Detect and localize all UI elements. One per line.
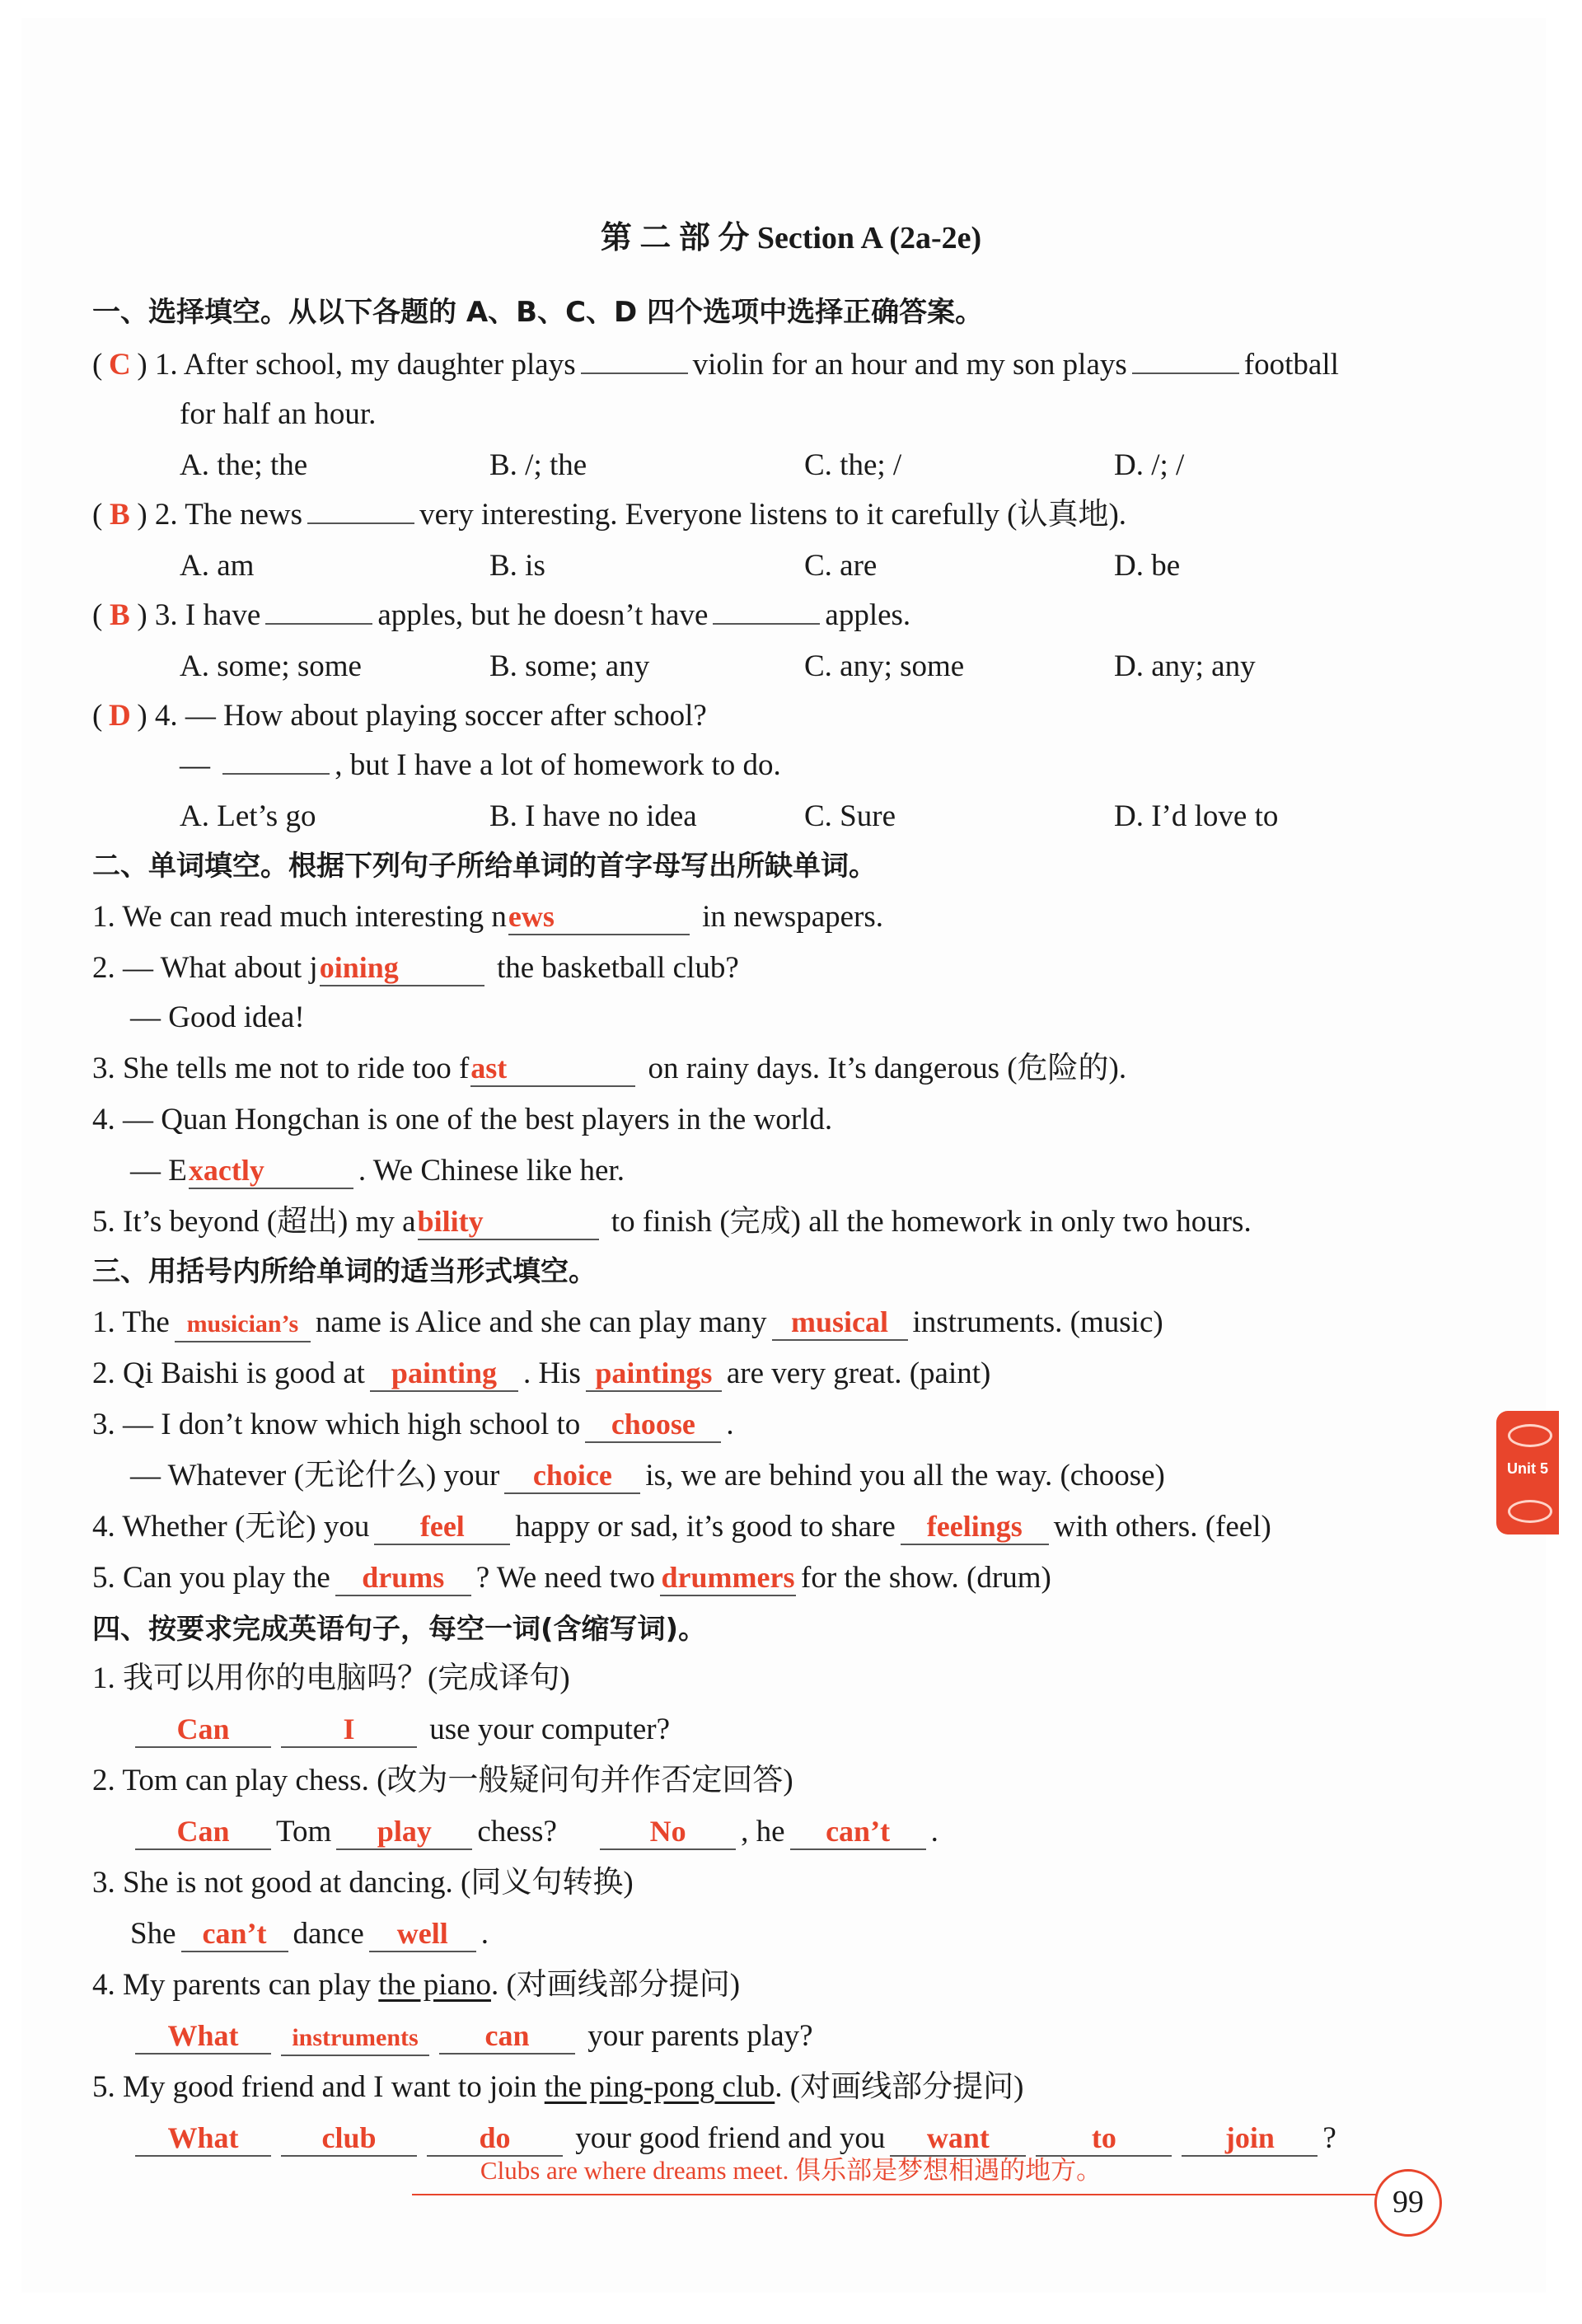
question-1-3: ( B ) 3. I have apples, but he doesn’t have apples. (92, 593, 910, 638)
question-4-4-prompt: 4. My parents can play the piano. (对画线部分提问) (92, 1968, 741, 2002)
question-4-2-answer: Can Tom play chess? No , he can’t . (130, 1810, 938, 1854)
answer-4-5c: do (479, 2121, 511, 2154)
blank (1182, 2121, 1318, 2157)
option-a: A. am (180, 549, 255, 583)
answer-3-3b: choice (532, 1459, 612, 1492)
question-2-2: 2. — What about joining the basketball club? (92, 951, 739, 985)
blank (135, 2121, 271, 2157)
question-1-4-reply: — , but I have a lot of homework to do. (180, 748, 781, 782)
blank (585, 1408, 721, 1443)
question-4-1-answer: Can I use your computer? (130, 1708, 670, 1752)
unit-tab (1496, 1411, 1559, 1534)
answer-2-1: ews (508, 900, 555, 933)
answer-1-1: C (108, 348, 131, 382)
option-c: C. are (804, 549, 878, 583)
blank (369, 1917, 476, 1952)
blank (504, 1459, 640, 1494)
answer-4-4b: instruments (292, 2024, 419, 2051)
answer-3-1b: musical (790, 1305, 888, 1338)
answer-2-5: bility (417, 1205, 484, 1238)
underlined-phrase: the ping-pong club (544, 2070, 775, 2104)
blank (181, 1917, 288, 1952)
blank (1132, 372, 1239, 374)
question-3-5: 5. Can you play the drums ? We need two drummers for the show. (drum) (92, 1561, 1051, 1595)
blank (175, 1306, 311, 1342)
answer-3-1a: musician’s (186, 1310, 299, 1338)
answer-4-2c: No (649, 1815, 686, 1848)
option-c: C. Sure (804, 799, 896, 833)
answer-4-5a: What (167, 2121, 239, 2154)
page-number: 99 (1374, 2169, 1442, 2237)
options-1-4 (180, 794, 1416, 839)
blank (281, 2020, 429, 2056)
answer-4-4a: What (167, 2019, 239, 2052)
answer-1-3: B (109, 598, 130, 632)
question-4-5-answer: What club do your good friend and you want to join ? (130, 2116, 1336, 2161)
option-d: D. I’d love to (1114, 799, 1279, 833)
option-a: A. Let’s go (180, 799, 316, 833)
option-a: A. the; the (180, 448, 308, 482)
blank (370, 1356, 518, 1392)
question-3-2: 2. Qi Baishi is good at painting . His paintings are very great. (paint) (92, 1356, 991, 1390)
part1-heading: 一、选择填空。从以下各题的 A、B、C、D 四个选项中选择正确答案。 (92, 296, 984, 329)
answer-4-1b: I (343, 1713, 355, 1745)
question-2-4-reply: — Exactly . We Chinese like her. (130, 1154, 625, 1188)
footer-motto: Clubs are where dreams meet. 俱乐部是梦想相遇的地方。 (480, 2156, 1102, 2185)
answer-4-5d: want (926, 2121, 990, 2154)
question-3-3: 3. — I don’t know which high school to choose . (92, 1408, 734, 1441)
answer-3-5a: drums (362, 1561, 445, 1594)
blank (581, 372, 688, 374)
answer-4-5f: join (1224, 2121, 1275, 2154)
blank (508, 900, 690, 935)
footer-divider (412, 2194, 1380, 2195)
blank (439, 2019, 575, 2055)
answer-4-4c: can (484, 2019, 530, 2052)
question-4-4-answer: What instruments can your parents play? (130, 2014, 813, 2059)
answer-4-3a: can’t (202, 1917, 267, 1950)
blank (222, 773, 330, 775)
blank (427, 2121, 563, 2157)
answer-3-3a: choose (611, 1408, 695, 1441)
swirl-decoration (1508, 1500, 1552, 1523)
answer-3-4b: feelings (926, 1510, 1023, 1543)
answer-4-1a: Can (176, 1713, 230, 1745)
blank (336, 1815, 472, 1850)
options-1-1 (180, 443, 1416, 488)
blank (320, 951, 484, 986)
question-1-1-cont: for half an hour. (180, 397, 377, 431)
question-4-5-prompt: 5. My good friend and I want to join the ping-pong club. (对画线部分提问) (92, 2070, 1024, 2104)
answer-2-2: oining (319, 951, 399, 984)
question-2-1: 1. We can read much interesting news in newspapers. (92, 900, 884, 934)
answer-3-5b: drummers (661, 1561, 795, 1594)
page-title: 第 二 部 分 Section A (2a-2e) (600, 221, 982, 255)
answer-4-5b: club (321, 2121, 377, 2154)
question-1-4: ( D ) 4. — How about playing soccer after school? (92, 694, 707, 738)
answer-1-2: B (109, 498, 130, 532)
blank (772, 1305, 908, 1341)
question-3-1: 1. The musician’s name is Alice and she can play many musical instruments. (music) (92, 1300, 1163, 1345)
option-d: D. /; / (1114, 448, 1185, 482)
question-1-1: ( C ) 1. After school, my daughter plays violin for an hour and my son plays football (92, 343, 1339, 387)
option-d: D. any; any (1114, 649, 1256, 683)
underlined-phrase: the piano (378, 1968, 491, 2002)
question-3-3-reply: — Whatever (无论什么) your choice is, we are behind you all the way. (choose) (130, 1459, 1165, 1492)
answer-4-2a: Can (176, 1815, 230, 1848)
question-3-4: 4. Whether (无论) you feel happy or sad, it’s good to share feelings with others. (feel) (92, 1510, 1271, 1544)
answer-4-2d: can’t (826, 1815, 891, 1848)
blank (713, 623, 820, 625)
blank (1036, 2121, 1172, 2157)
blank (135, 2019, 271, 2055)
question-2-4: 4. — Quan Hongchan is one of the best players in the world. (92, 1103, 833, 1136)
option-d: D. be (1114, 549, 1181, 583)
blank (335, 1561, 471, 1596)
answer-4-2b: play (377, 1815, 432, 1848)
blank (265, 623, 372, 625)
blank (660, 1561, 796, 1596)
question-4-3-prompt: 3. She is not good at dancing. (同义句转换) (92, 1866, 634, 1900)
answer-2-3: ast (470, 1052, 508, 1085)
blank (281, 1713, 417, 1748)
question-1-2: ( B ) 2. The news very interesting. Everyone listens to it carefully (认真地). (92, 493, 1126, 537)
question-4-3-answer: She can’t dance well . (130, 1917, 489, 1951)
swirl-decoration (1508, 1424, 1552, 1447)
blank (600, 1815, 736, 1850)
blank (307, 522, 414, 524)
option-b: B. is (489, 549, 545, 583)
option-c: C. the; / (804, 448, 902, 482)
options-1-2 (180, 544, 1416, 588)
blank (470, 1052, 635, 1087)
unit-tab-label: Unit 5 (1506, 1460, 1548, 1477)
blank (281, 2121, 417, 2157)
blank (418, 1205, 599, 1240)
blank (901, 1510, 1049, 1545)
options-1-3 (180, 644, 1416, 689)
question-2-5: 5. It’s beyond (超出) my ability to finish (完成) all the homework in only two hours. (92, 1205, 1252, 1239)
blank (135, 1815, 271, 1850)
answer-4-3b: well (396, 1917, 448, 1950)
blank (135, 1713, 271, 1748)
option-c: C. any; some (804, 649, 965, 683)
answer-3-4a: feel (419, 1510, 465, 1543)
question-4-1-prompt: 1. 我可以用你的电脑吗？(完成译句) (92, 1661, 570, 1695)
question-2-2-reply: — Good idea! (130, 1000, 305, 1034)
question-2-3: 3. She tells me not to ride too fast on rainy days. It’s dangerous (危险的). (92, 1052, 1127, 1085)
blank (586, 1356, 722, 1392)
answer-1-4: D (108, 699, 131, 733)
blank (189, 1154, 353, 1189)
option-b: B. some; any (489, 649, 650, 683)
answer-4-5e: to (1091, 2121, 1116, 2154)
blank (374, 1510, 510, 1545)
option-b: B. I have no idea (489, 799, 697, 833)
question-4-2-prompt: 2. Tom can play chess. (改为一般疑问句并作否定回答) (92, 1764, 793, 1797)
part3-heading: 三、用括号内所给单词的适当形式填空。 (92, 1255, 597, 1288)
blank (890, 2121, 1026, 2157)
answer-2-4: xactly (188, 1154, 264, 1187)
answer-3-2b: paintings (595, 1356, 713, 1389)
option-b: B. /; the (489, 448, 587, 482)
blank (790, 1815, 926, 1850)
option-a: A. some; some (180, 649, 362, 683)
part2-heading: 二、单词填空。根据下列句子所给单词的首字母写出所缺单词。 (92, 850, 877, 883)
part4-heading: 四、按要求完成英语句子，每空一词(含缩写词)。 (92, 1613, 707, 1646)
answer-3-2a: painting (391, 1356, 497, 1389)
